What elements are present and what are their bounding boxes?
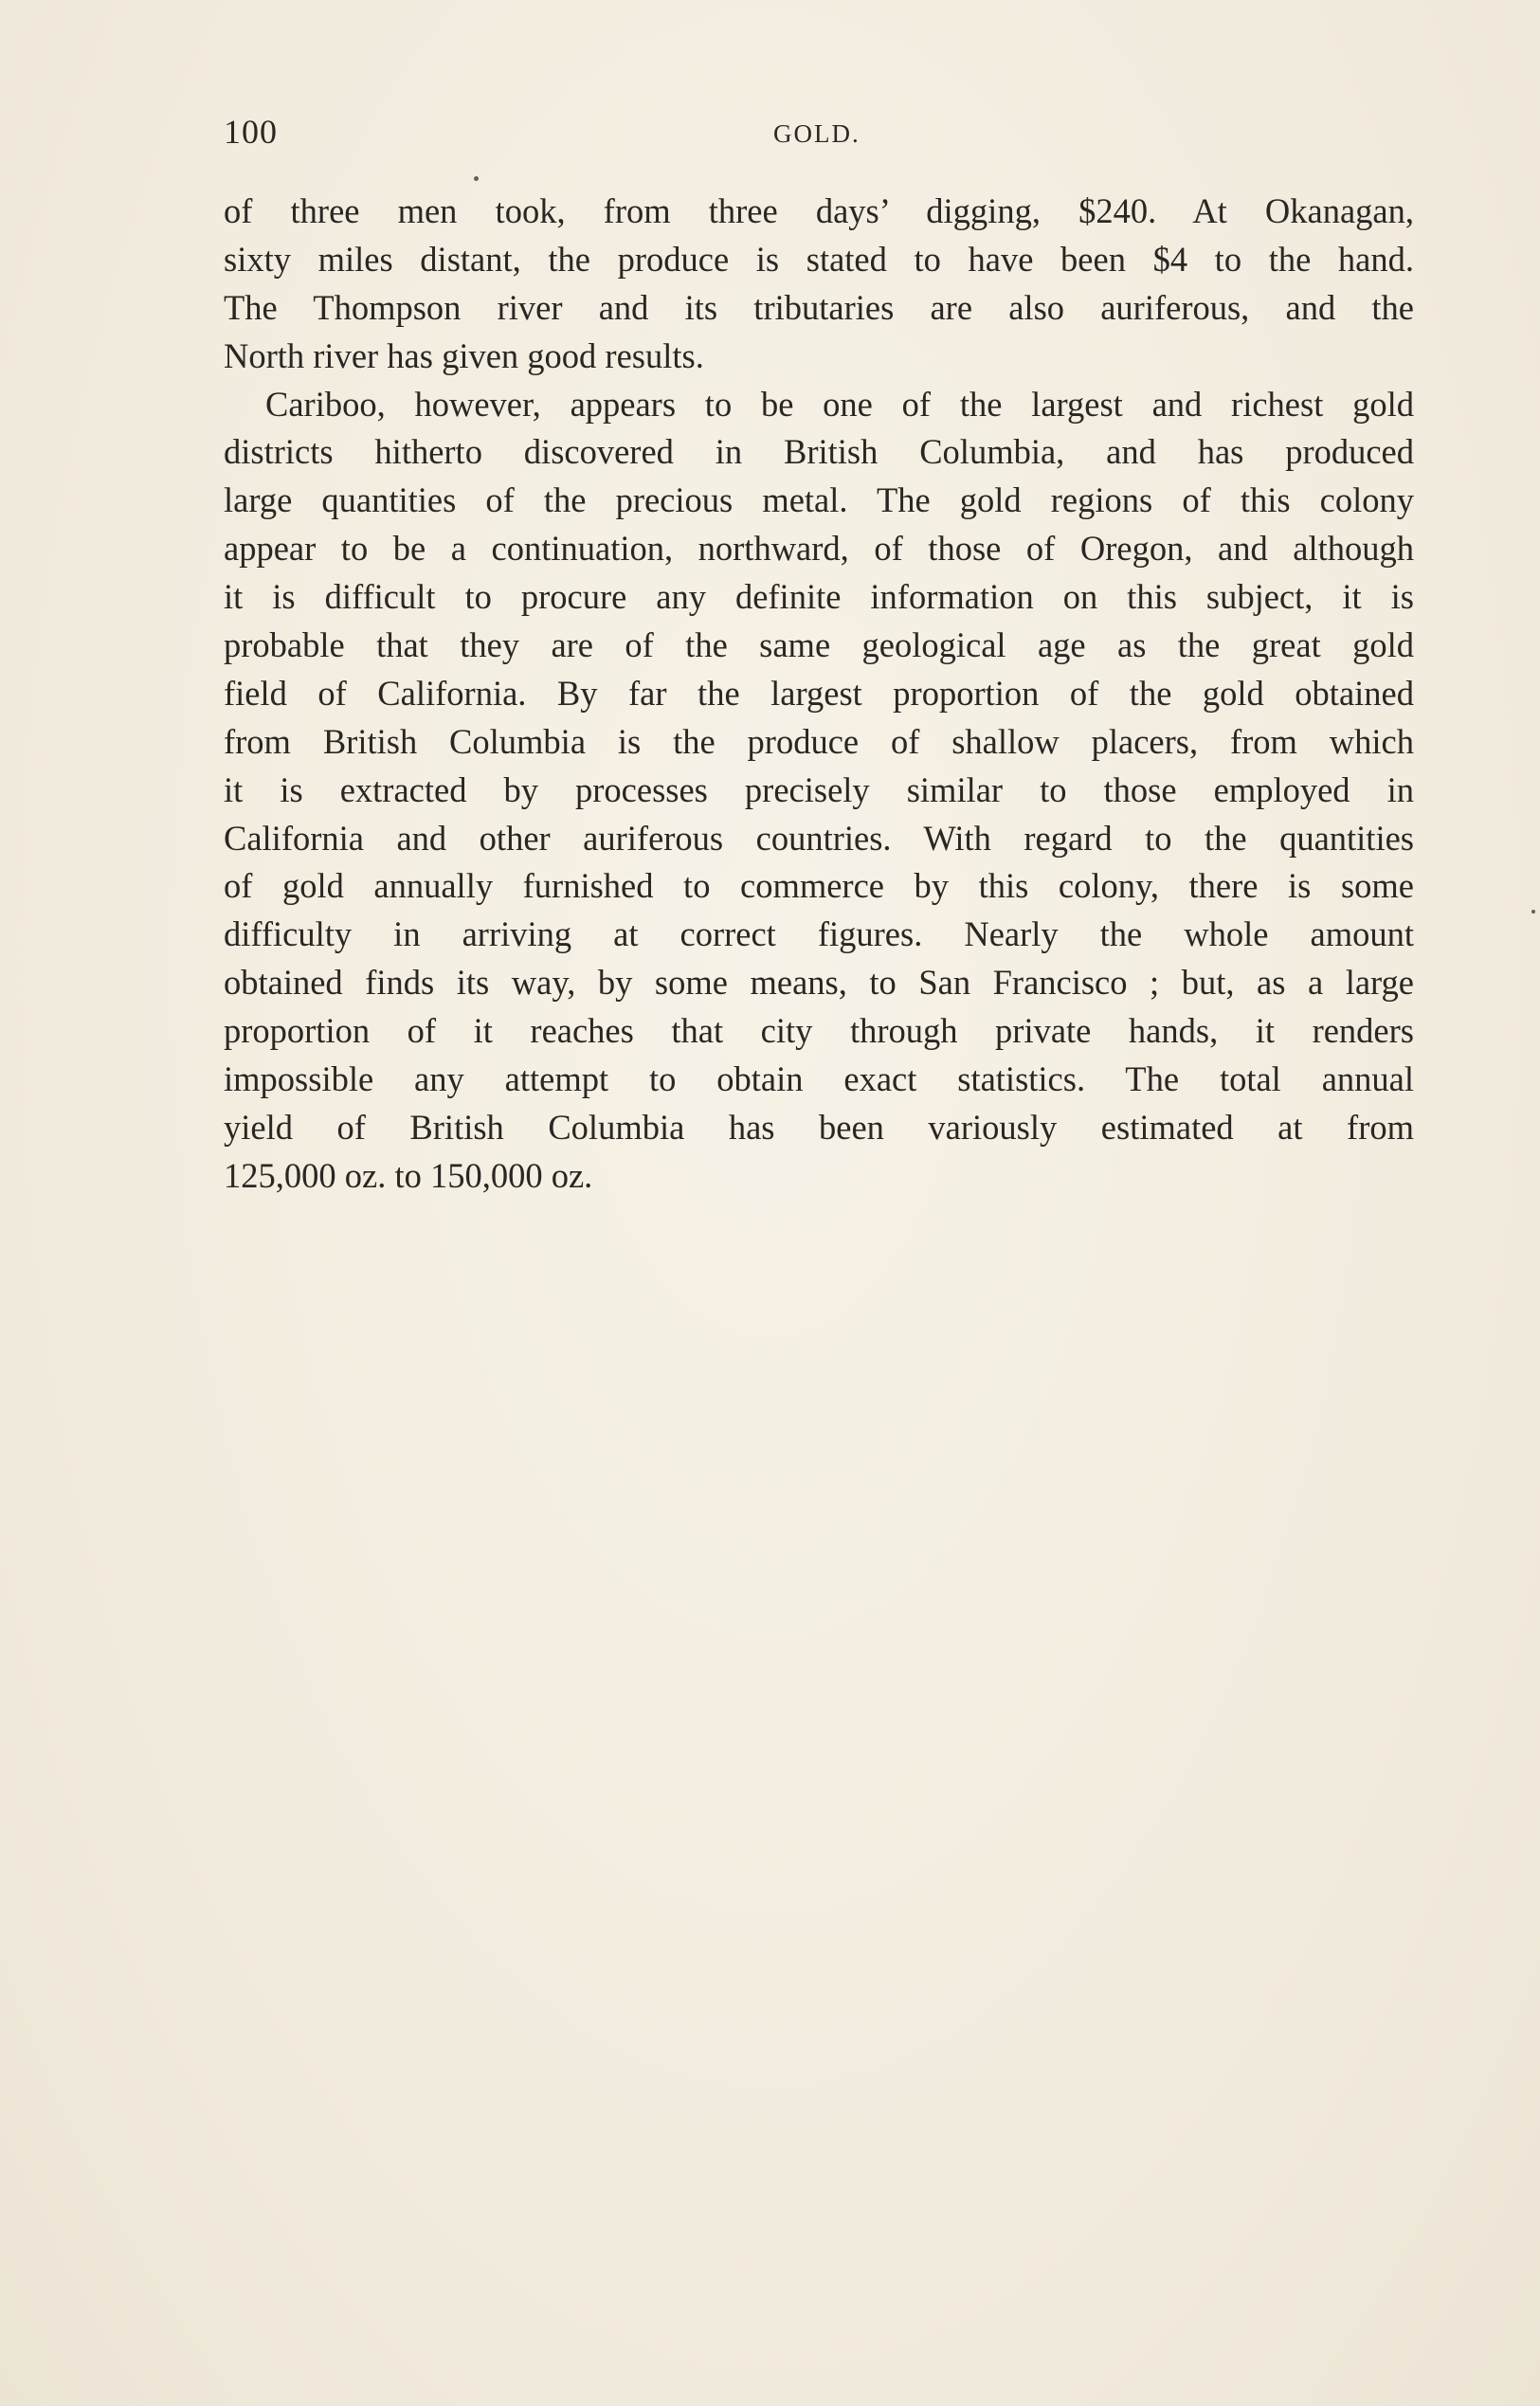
text-line: it is difficult to procure any definite information on this subject, it is [224,577,1414,617]
running-title: GOLD. [773,119,861,148]
text-line: yield of British Columbia has been variously estimated at from [224,1107,1414,1147]
body-text [224,188,1414,1201]
ink-speck [474,176,479,181]
text-line: The Thompson river and its tributaries are also auriferous, and the [224,287,1414,327]
text-line: obtained finds its way, by some means, to San Francisco ; but, as a large [224,963,1414,1003]
text-line: districts hitherto discovered in British Columbia, and has produced [224,432,1414,472]
text-line: it is extracted by processes precisely similar to those employed in [224,769,1414,809]
text-line: field of California. By far the largest proportion of the gold obtained [224,673,1414,713]
text-line: Cariboo, however, appears to be one of the largest and richest gold [265,384,1414,424]
text-line: impossible any attempt to obtain exact statistics. The total annual [224,1059,1414,1099]
text-line: appear to be a continuation, northward, of those of Oregon, and although [224,529,1414,569]
text-line: California and other auriferous countries. With regard to the quantities [224,818,1414,858]
page-header [224,112,1418,159]
text-line: sixty miles distant, the produce is stated to have been $4 to the hand. [224,239,1414,279]
text-line: difficulty in arriving at correct figures. Nearly the whole amount [224,914,1414,954]
page-number: 100 [224,113,278,151]
text-line: proportion of it reaches that city through private hands, it renders [224,1011,1414,1051]
text-line: North river has given good results. [224,335,704,375]
text-line: large quantities of the precious metal. The gold regions of this colony [224,480,1414,520]
text-line: of three men took, from three days’ digging, $240. At Okanagan, [224,191,1414,230]
text-line: probable that they are of the same geological age as the great gold [224,625,1414,665]
ink-speck [1531,910,1535,914]
text-line: from British Columbia is the produce of shallow placers, from which [224,721,1414,761]
text-line: of gold annually furnished to commerce by this colony, there is some [224,866,1414,906]
text-line: 125,000 oz. to 150,000 oz. [224,1155,593,1195]
